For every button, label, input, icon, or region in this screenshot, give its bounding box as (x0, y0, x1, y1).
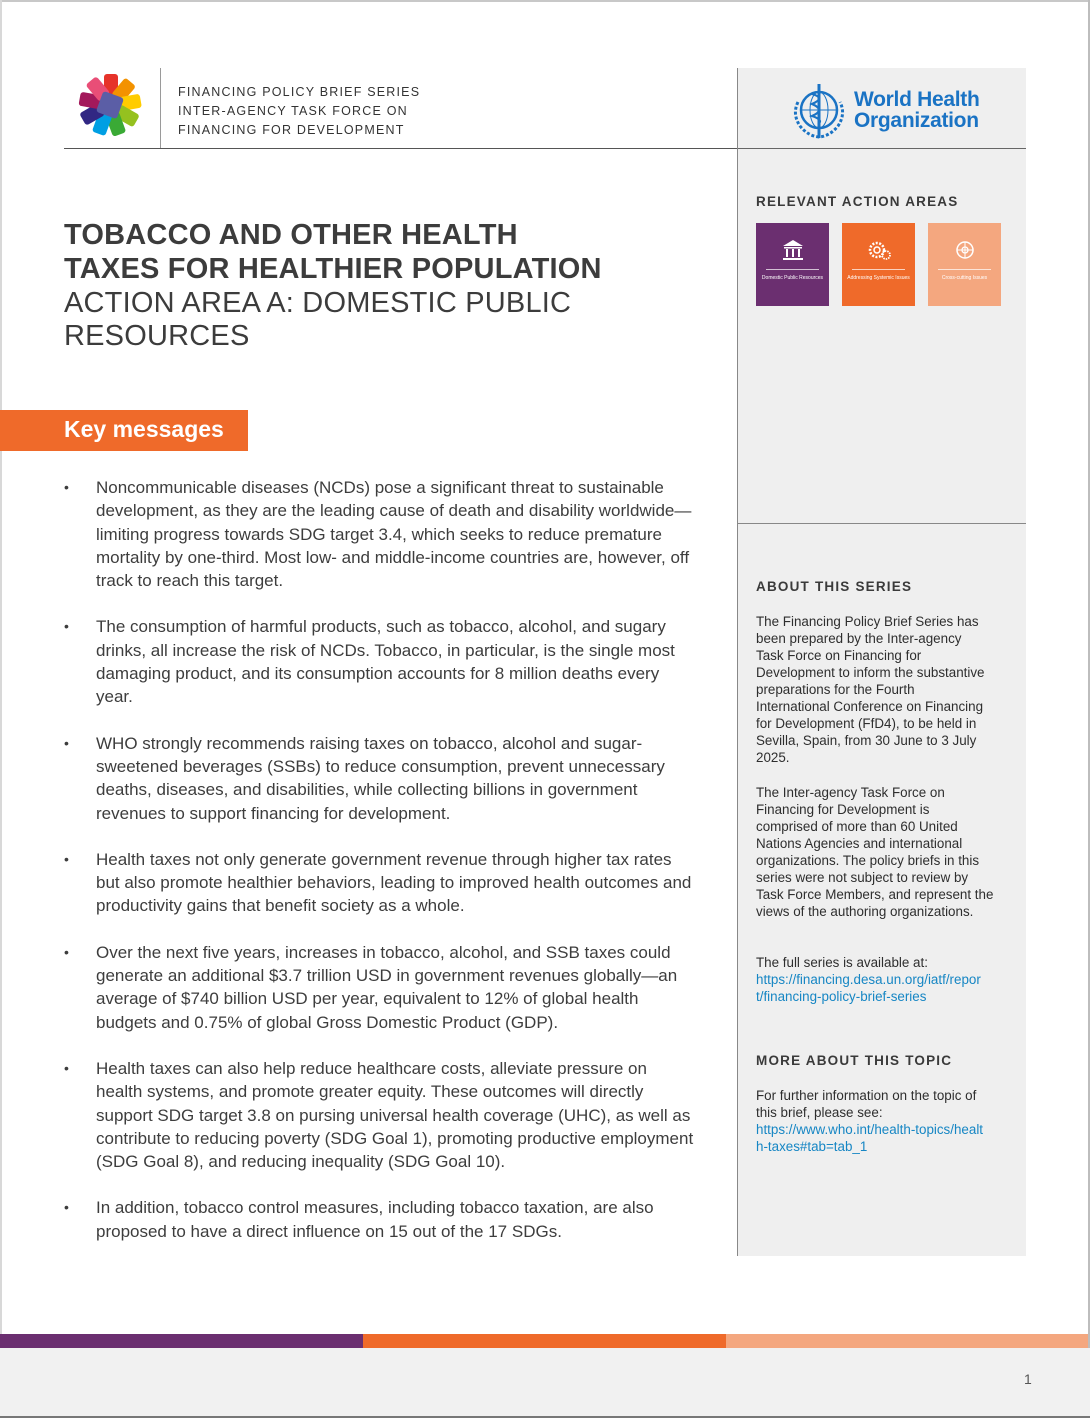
tile-label: Addressing Systemic Issues (847, 275, 910, 281)
tile-cross-cutting-issues (928, 223, 1001, 306)
series-title-line: FINANCING POLICY BRIEF SERIES (178, 85, 421, 99)
who-emblem-icon (788, 80, 850, 140)
who-name-line1: World Health (854, 88, 980, 111)
key-messages-list (64, 476, 694, 1243)
bullet-dot-icon: • (64, 1199, 69, 1216)
list-item (64, 941, 694, 1034)
more-topic-text: For further information on the topic of this brief, please see: (756, 1088, 977, 1120)
task-force-paragraph: The Inter-agency Task Force on Financing for Development is comprised of more than 60 United Nations Agencies and international organizations. The policy briefs in this series were not subject to review by Task Force Members, and represent the views of the authoring organizations. (756, 785, 994, 919)
list-item-text: Over the next five years, increases in tobacco, alcohol, and SSB taxes could generate an additional $3.7 trillion USD in government revenues globally—an average of $740 billion USD per year, equivalent to 12% of global health budgets and 0.75% of global Gross Domestic Product (GDP). (96, 942, 678, 1032)
full-series-block (756, 954, 994, 1005)
list-item (64, 848, 694, 918)
list-item-text: The consumption of harmful products, such as tobacco, alcohol, and sugary drinks, all increase the risk of NCDs. Tobacco, in particular, is the single most damaging product, and its consumption accounts for 8 million deaths every year. (96, 617, 675, 707)
page-title-line: TOBACCO AND OTHER HEALTH (64, 219, 518, 251)
bank-icon (780, 237, 806, 263)
list-item-text: In addition, tobacco control measures, including tobacco taxation, are also proposed to have a direct influence on 15 out of the 17 SDGs. (96, 1198, 654, 1241)
sidebar-header-rule (738, 148, 1026, 149)
page-title-line: TAXES FOR HEALTHIER POPULATION (64, 253, 602, 285)
footer-stripe-peach (726, 1334, 1088, 1348)
list-item (64, 476, 694, 592)
page-left-border (0, 0, 2, 1418)
list-item-text: Noncommunicable diseases (NCDs) pose a significant threat to sustainable development, as they are the leading cause of death and disability worldwide—limiting progress towards SDG target 3.4, which seeks to reduce premature mortality by one-third. Most low- and middle-income countries are, however, off track to reach this target. (96, 478, 692, 591)
series-link[interactable]: https://financing.desa.un.org/iatf/report/financing-policy-brief-series (756, 972, 981, 1004)
about-series-heading: ABOUT THIS SERIES (756, 579, 913, 594)
more-topic-block (756, 1087, 991, 1155)
key-messages-label: Key messages (64, 416, 224, 442)
more-topic-heading: MORE ABOUT THIS TOPIC (756, 1053, 953, 1068)
bullet-dot-icon: • (64, 850, 69, 867)
list-item (64, 732, 694, 825)
ffd-flower-logo-icon (78, 72, 142, 138)
header-rule (64, 148, 738, 149)
list-item (64, 1196, 694, 1243)
list-item-text: Health taxes not only generate government revenue through higher tax rates but also promote healthier behaviors, leading to improved health outcomes and productivity gains that benefit society as a whole. (96, 849, 692, 916)
bullet-dot-icon: • (64, 479, 69, 495)
about-series-paragraph: The Financing Policy Brief Series has been prepared by the Inter-agency Task Force on Financing for Development to inform the substantive preparations for the Fourth International Conference on Financing for Development (FfD4), to be held in Sevilla, Spain, from 30 June to 3 July 2025. (756, 614, 985, 765)
who-logo (788, 80, 988, 140)
series-title-line: FINANCING FOR DEVELOPMENT (178, 123, 405, 137)
page-number: 1 (1024, 1371, 1032, 1387)
bullet-dot-icon: • (64, 734, 69, 751)
bullet-dot-icon: • (64, 618, 69, 635)
page-title (64, 218, 602, 286)
header-divider (160, 68, 161, 148)
full-series-text: The full series is available at: (756, 955, 928, 970)
sidebar (737, 68, 1026, 1256)
action-areas-heading: RELEVANT ACTION AREAS (756, 194, 959, 209)
list-item-text: Health taxes can also help reduce healthcare costs, alleviate pressure on health systems, and promote greater equity. These outcomes will directly support SDG target 3.8 on pursing universal health coverage (UHC), as well as contribute to reducing poverty (SDG Goal 1), promoting productive employment (SDG Goal 8), and reducing inequality (SDG Goal 10). (96, 1058, 694, 1172)
bullet-dot-icon: • (64, 943, 69, 960)
list-item (64, 615, 694, 708)
tile-domestic-public-resources (756, 223, 829, 306)
footer (0, 1348, 1090, 1416)
series-title-line: INTER-AGENCY TASK FORCE ON (178, 104, 408, 118)
tile-label: Cross-cutting Issues (941, 275, 988, 281)
tile-label: Domestic Public Resources (761, 275, 824, 281)
list-item-text: WHO strongly recommends raising taxes on tobacco, alcohol and sugar-sweetened beverages (SSBs) to reduce consumption, prevent unnecessary deaths, diseases, and disabilities, while collecting billions in government revenues to support financing for development. (96, 733, 665, 823)
series-title (178, 83, 420, 140)
action-areas-tiles (756, 223, 1001, 306)
health-taxes-link[interactable]: https://www.who.int/health-topics/health-taxes#tab=tab_1 (756, 1122, 984, 1154)
who-name-line2: Organization (854, 109, 979, 132)
list-item (64, 1057, 694, 1173)
page-subtitle: ACTION AREA A: DOMESTIC PUBLIC RESOURCES (64, 287, 572, 352)
who-name (854, 89, 980, 131)
tile-addressing-systemic-issues (842, 223, 915, 306)
sidebar-divider (738, 523, 1026, 524)
cross-cutting-icon (952, 237, 978, 263)
footer-stripe-purple (0, 1334, 363, 1348)
footer-stripe-orange (363, 1334, 726, 1348)
gears-icon (866, 237, 892, 263)
bullet-dot-icon: • (64, 1059, 69, 1076)
page-top-border (0, 0, 1090, 2)
